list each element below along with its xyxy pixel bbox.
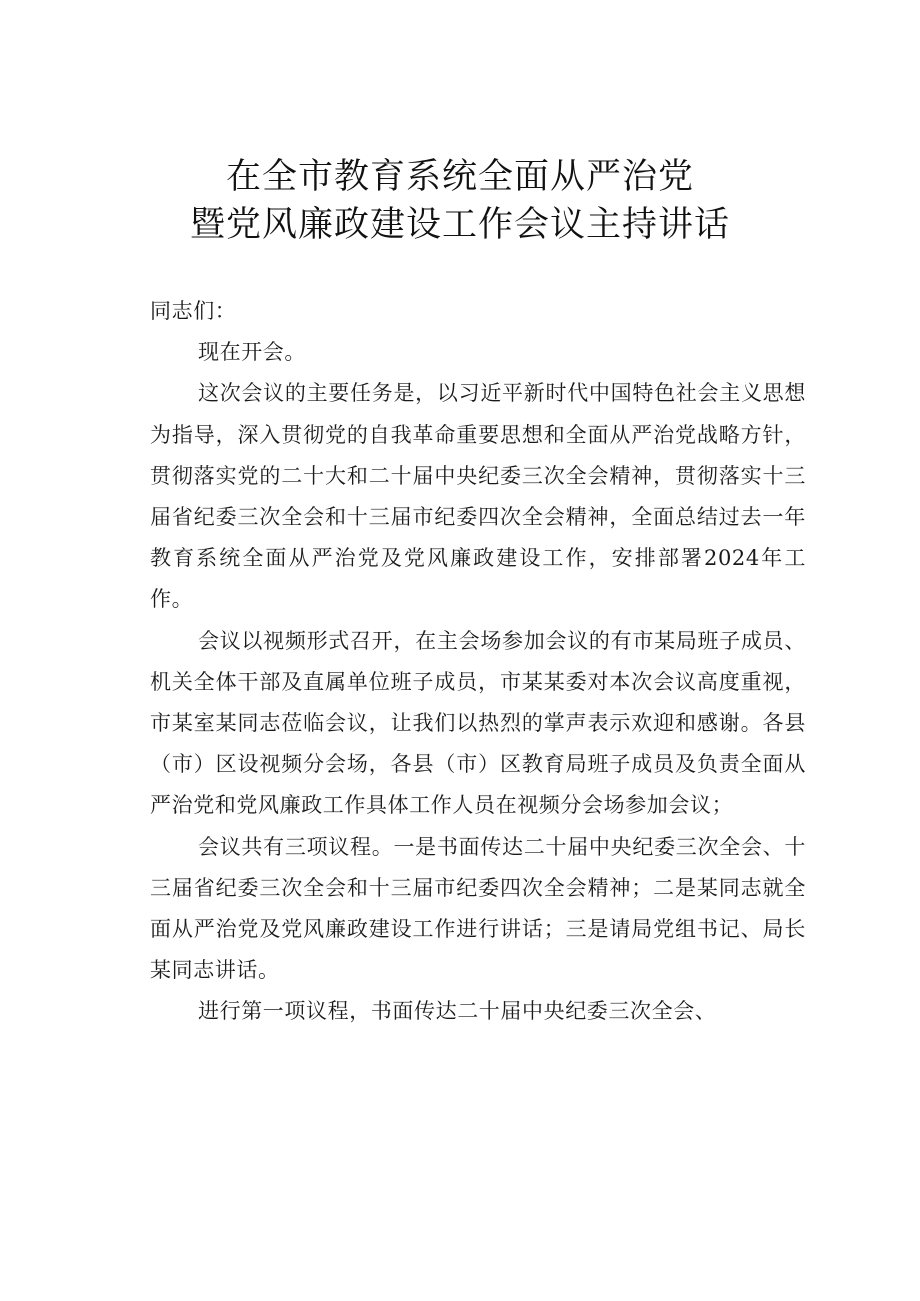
paragraph-meeting-format: 会议以视频形式召开，在主会场参加会议的有市某局班子成员、机关全体干部及直属单位班子成员，市某某委对本次会议高度重视，市某室某同志莅临会议，让我们以热烈的掌声表示欢迎和感谢。各县（市）区设视频分会场，各县（市）区教育局班子成员及负责全面从严治党和党风廉政工作具体工作人员在视频分会场参加会议； [150, 628, 806, 818]
document-body [150, 291, 806, 1033]
document-title [0, 153, 920, 249]
paragraph-main-task: 这次会议的主要任务是，以习近平新时代中国特色社会主义思想为指导，深入贯彻党的自我革命重要思想和全面从严治党战略方针，贯彻落实党的二十大和二十届中央纪委三次全会精神，贯彻落实十三届省纪委三次全会和十三届市纪委四次全会精神，全面总结过去一年教育系统全面从严治党及党风廉政建设工作，安排部署2024年工作。 [150, 381, 806, 612]
salutation: 同志们： [150, 299, 237, 323]
title-line-2: 暨党风廉政建设工作会议主持讲话 [189, 205, 730, 245]
title-line-1: 在全市教育系统全面从严治党 [225, 157, 694, 197]
paragraph-opening: 现在开会。 [198, 340, 306, 365]
paragraph-agenda: 会议共有三项议程。一是书面传达二十届中央纪委三次全会、十三届省纪委三次全会和十三届市纪委四次全会精神；二是某同志就全面从严治党及党风廉政建设工作进行讲话；三是请局党组书记、局长某同志讲话。 [150, 834, 806, 983]
paragraph-first-item: 进行第一项议程，书面传达二十届中央纪委三次全会、 [198, 999, 717, 1024]
